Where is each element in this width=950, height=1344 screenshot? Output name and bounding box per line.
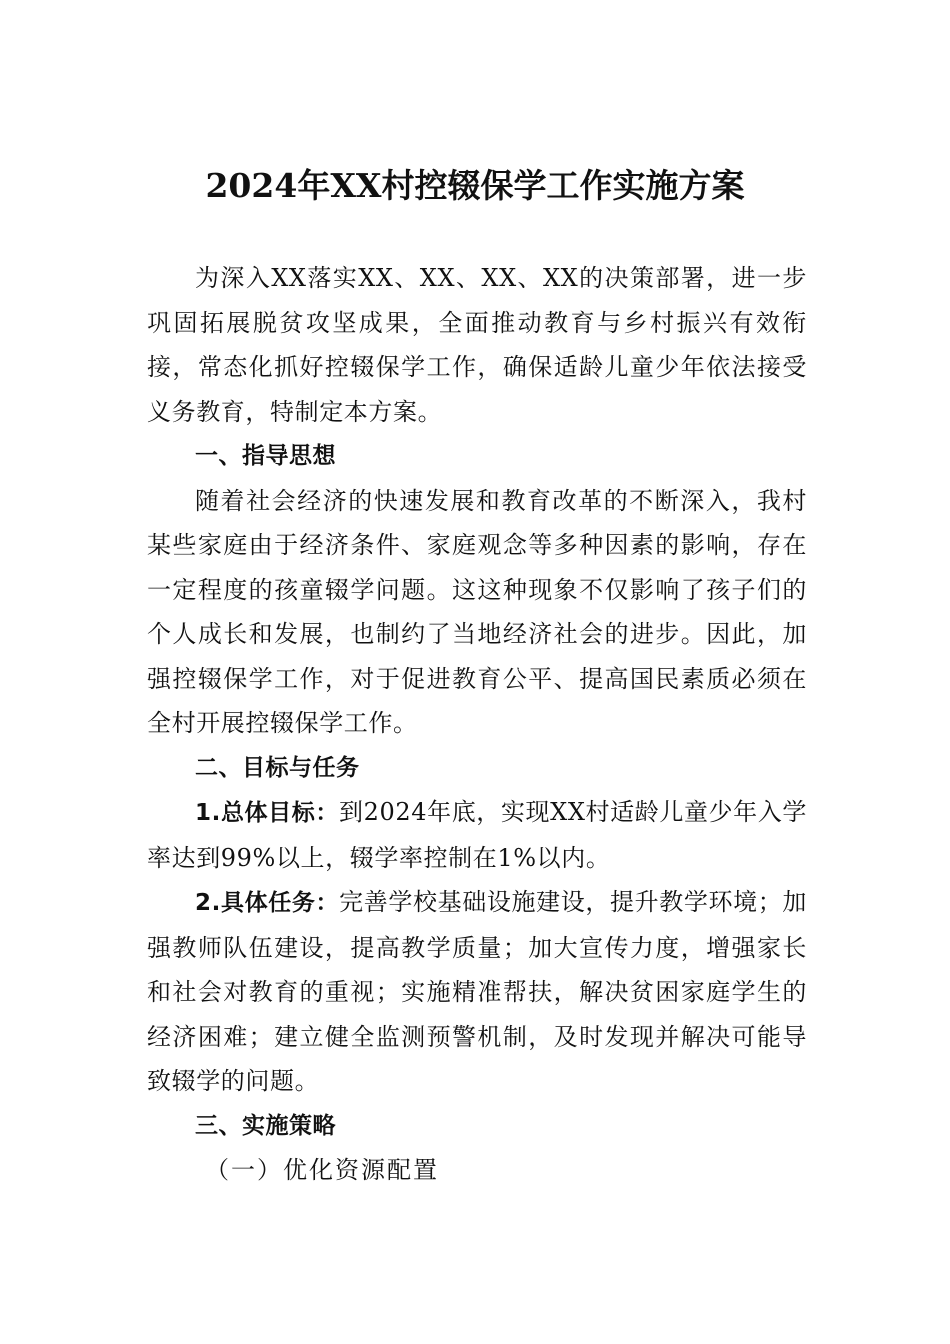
- intro-paragraph: 为深入XX落实XX、XX、XX、XX的决策部署，进一步巩固拓展脱贫攻坚成果，全面推动教育与乡村振兴有效衔接，常态化抓好控辍保学工作，确保适龄儿童少年依法接受义务教育，特制定本方案。: [147, 264, 807, 426]
- section-heading-guiding-ideology: 一、指导思想: [195, 443, 336, 469]
- section-heading-goals-tasks: 二、目标与任务: [195, 754, 360, 781]
- overall-goal-paragraph: [147, 790, 807, 880]
- specific-tasks-paragraph: [147, 880, 807, 1104]
- guiding-ideology-paragraph: 随着社会经济的快速发展和教育改革的不断深入，我村某些家庭由于经济条件、家庭观念等多种因素的影响，存在一定程度的孩童辍学问题。这这种现象不仅影响了孩子们的个人成长和发展，也制约了当地经济社会的进步。因此，加强控辍保学工作，对于促进教育公平、提高国民素质必须在全村开展控辍保学工作。: [147, 486, 807, 737]
- specific-tasks-text: 完善学校基础设施建设，提升教学环境；加强教师队伍建设，提高教学质量；加大宣传力度，增强家长和社会对教育的重视；实施精准帮扶，解决贫困家庭学生的经济困难；建立健全监测预警机制，及时发现并解决可能导致辍学的问题。: [147, 888, 807, 1095]
- overall-goal-label: 1.总体目标：: [195, 800, 339, 826]
- specific-tasks-label: 2.具体任务：: [195, 890, 340, 916]
- document-title: 2024年XX村控辍保学工作实施方案: [205, 166, 745, 205]
- overall-goal-text: 到2024年底，实现XX村适龄儿童少年入学率达到99%以上，辍学率控制在1%以内。: [147, 798, 807, 872]
- subsection-heading-resource-allocation: （一）优化资源配置: [205, 1156, 439, 1184]
- section-heading-implementation: 三、实施策略: [195, 1112, 336, 1139]
- document-body: [147, 256, 807, 1193]
